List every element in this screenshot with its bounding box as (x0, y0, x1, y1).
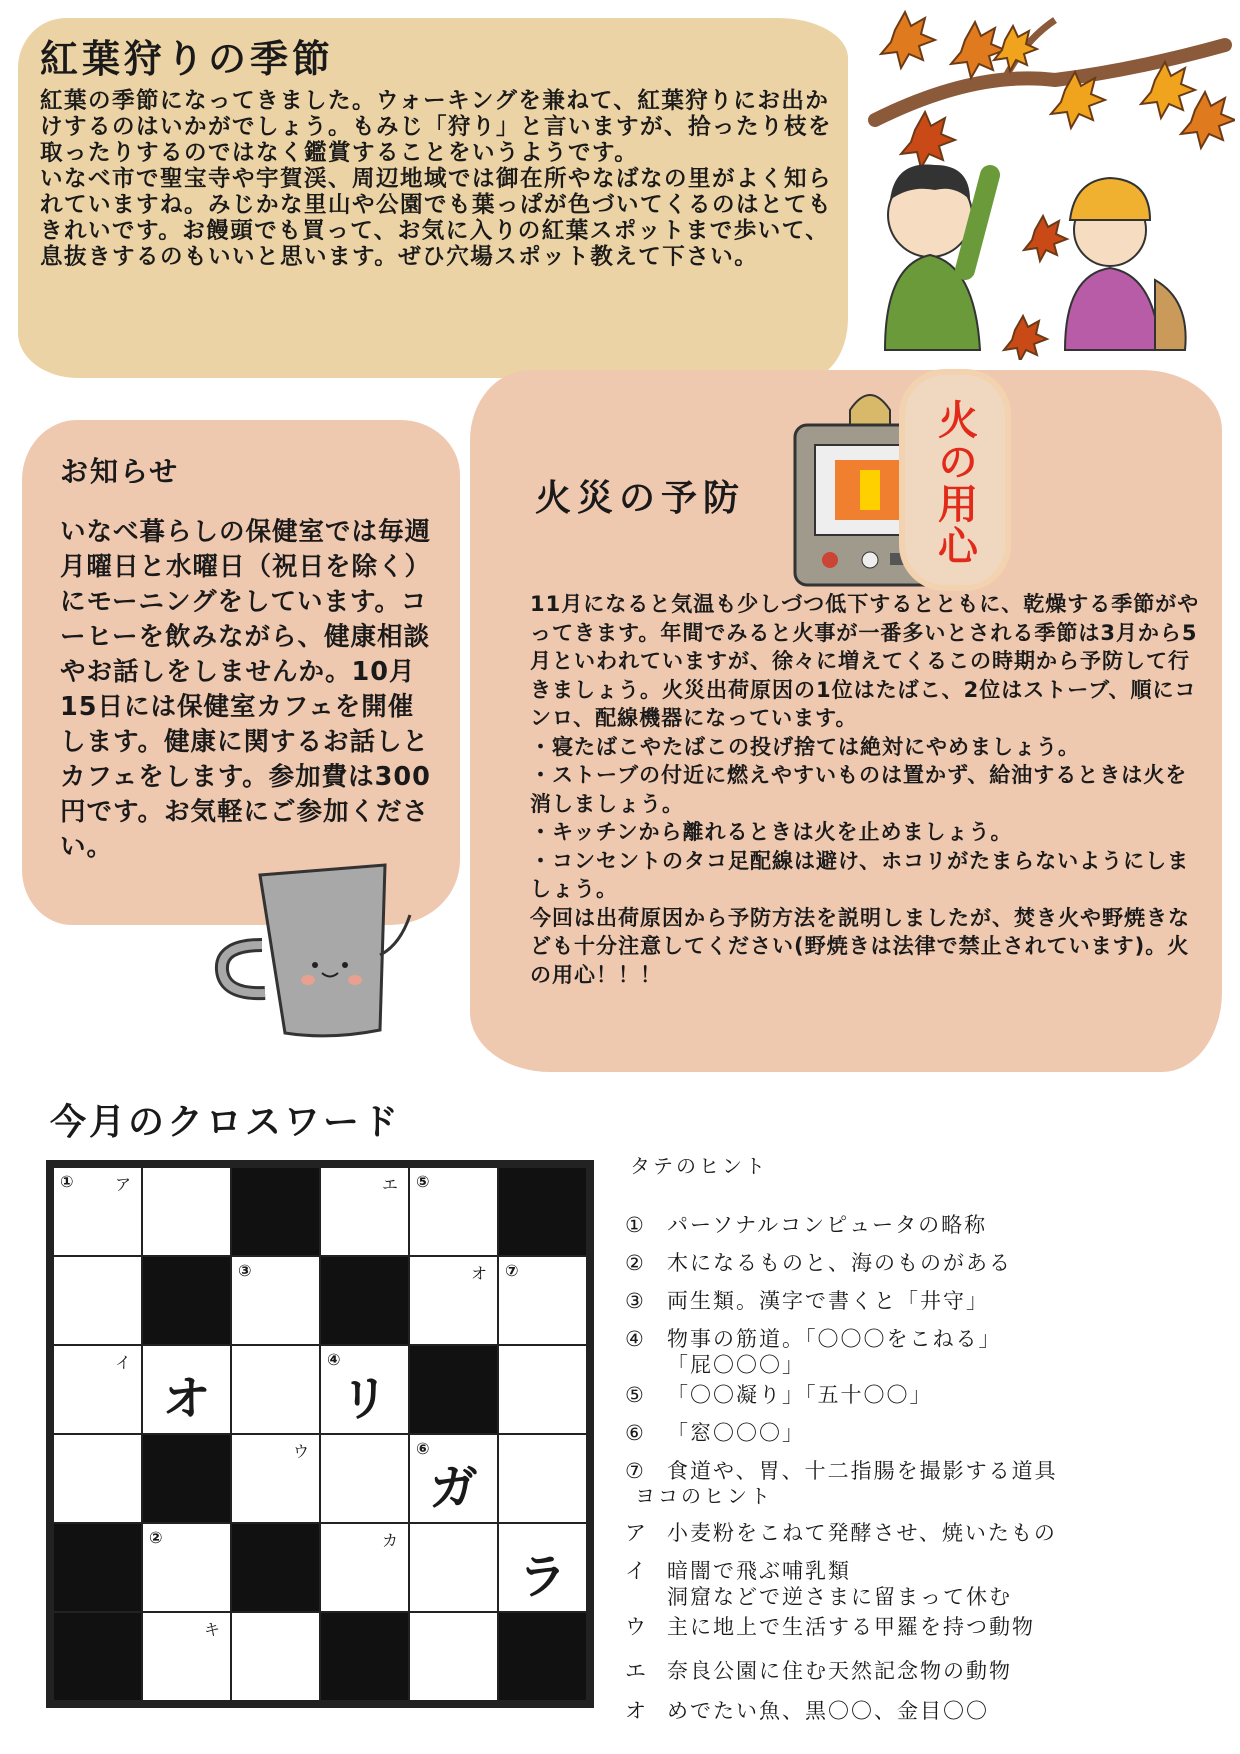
crossword-title: 今月のクロスワード (50, 1102, 402, 1143)
crossword-cell-black (232, 1524, 319, 1611)
crossword-cell-black (321, 1613, 408, 1700)
hint-key: オ (625, 1699, 648, 1723)
hint-text: 暗闇で飛ぶ哺乳類 洞窟などで逆さまに留まって休む (667, 1559, 1012, 1609)
crossword-cell[interactable] (321, 1168, 408, 1255)
horizontal-hints-title: ヨコのヒント (635, 1484, 773, 1508)
hint-text: 「〇〇凝り」「五十〇〇」 (667, 1383, 933, 1407)
crossword-cell-black (410, 1346, 497, 1433)
crossword-cell-black (143, 1257, 230, 1344)
autumn-body: 紅葉の季節になってきました。ウォーキングを兼ねて、紅葉狩りにお出かけするのはいかがでしょう。もみじ「狩り」と言いますが、拾ったり枝を取ったりするのではなく鑑賞することをいうようです。 いなべ市で聖宝寺や宇賀渓、周辺地域では御在所やなばなの里がよく知られていますね。みじかな里山や公園でも葉っぱが色づいてくるのはとてもきれいです。お饅頭でも買って、お気に入りの紅葉スポットまで歩いて、息抜きするのもいいと思います。ぜひ穴場スポット教えて下さい。 (40, 88, 833, 270)
crossword-cell-black (143, 1435, 230, 1522)
clue-number: ④ (327, 1350, 341, 1369)
filled-letter: ラ (518, 1549, 567, 1605)
autumn-leaves-illustration (855, 0, 1235, 360)
autumn-title: 紅葉狩りの季節 (40, 37, 335, 81)
notice-title: お知らせ (60, 455, 180, 488)
hint-key: ⑦ (625, 1459, 646, 1483)
crossword-cell[interactable] (321, 1524, 408, 1611)
crossword-cell-black (232, 1168, 319, 1255)
crossword-cell[interactable] (499, 1435, 586, 1522)
crossword-grid (54, 1168, 586, 1700)
crossword-cell[interactable] (410, 1524, 497, 1611)
crossword-cell[interactable] (143, 1524, 230, 1611)
hint-text: 主に地上で生活する甲羅を持つ動物 (667, 1615, 1035, 1639)
crossword-cell[interactable] (321, 1435, 408, 1522)
filled-letter: リ (340, 1371, 389, 1427)
crossword-cell[interactable] (232, 1257, 319, 1344)
hint-key: ④ (625, 1327, 646, 1351)
crossword-cell[interactable] (232, 1346, 319, 1433)
hint-key: ① (625, 1213, 646, 1237)
clue-number: ⑥ (416, 1439, 430, 1458)
crossword-cell[interactable] (143, 1168, 230, 1255)
clue-number: ② (149, 1528, 163, 1547)
notice-body: いなべ暮らしの保健室では毎週月曜日と水曜日（祝日を除く）にモーニングをしています。コーヒーを飲みながら、健康相談やお話しをしませんか。10月15日には保健室カフェを開催します。健康に関するお話しとカフェをします。参加費は300円です。お気軽にご参加ください。 (60, 517, 432, 862)
hint-key: エ (625, 1659, 648, 1683)
hint-key: ⑥ (625, 1421, 646, 1445)
crossword-cell[interactable] (143, 1613, 230, 1700)
hint-text: 「窓〇〇〇」 (667, 1421, 805, 1445)
crossword-cell-black (499, 1613, 586, 1700)
crossword-cell[interactable] (410, 1613, 497, 1700)
crossword-cell[interactable] (54, 1168, 141, 1255)
fire-body: 11月になると気温も少しづつ低下するとともに、乾燥する季節がやってきます。年間でみると火事が一番多いとされる季節は3月から5月といわれていますが、徐々に増えてくるこの時期から予防して行きましょう。火災出荷原因の1位はたばこ、2位はストーブ、順にコンロ、配線機器になっています。 ・寝たばこやたばこの投げ捨ては絶対にやめましょう。 ・ストーブの付近に燃えやすいものは置かず、給油するときは火を消しましょう。 ・キッチンから離れるときは火を止めましょう。 ・コンセントのタコ足配線は避け、ホコリがたまらないようにしましょう。 今回は出荷原因から予防方法を説明しましたが、焚き火や野焼きなども十分注意してください(野焼きは法律で禁止されています)。火の用心！！！ (530, 592, 1200, 987)
crossword-cell-black (54, 1613, 141, 1700)
crossword-cell-black (321, 1257, 408, 1344)
crossword-cell[interactable] (499, 1346, 586, 1433)
crossword-cell[interactable] (410, 1168, 497, 1255)
hint-text: 物事の筋道。「〇〇〇をこねる」 「屁〇〇〇」 (667, 1327, 1002, 1377)
filled-letter: オ (162, 1371, 211, 1427)
hint-text: 食道や、胃、十二指腸を撮影する道具 (667, 1459, 1058, 1483)
crossword-cell[interactable] (232, 1613, 319, 1700)
clue-kana: オ (470, 1264, 487, 1283)
clue-number: ③ (238, 1261, 252, 1280)
hint-key: ③ (625, 1289, 646, 1313)
clue-kana: キ (203, 1620, 220, 1639)
fire-title: 火災の予防 (535, 478, 746, 519)
crossword-cell[interactable] (54, 1435, 141, 1522)
hint-text: めでたい魚、黒〇〇、金目〇〇 (667, 1699, 989, 1723)
clue-kana: イ (114, 1353, 131, 1372)
crossword-cell[interactable] (321, 1346, 408, 1433)
hint-key: ⑤ (625, 1383, 646, 1407)
hint-text: 奈良公園に住む天然記念物の動物 (667, 1659, 1012, 1683)
vertical-hints-title: タテのヒント (630, 1154, 768, 1178)
crossword-cell-black (54, 1524, 141, 1611)
crossword-cell[interactable] (54, 1257, 141, 1344)
crossword-cell[interactable] (410, 1435, 497, 1522)
hint-text: 小麦粉をこねて発酵させ、焼いたもの (667, 1521, 1057, 1545)
filled-letter: ガ (429, 1460, 478, 1516)
crossword-cell[interactable] (54, 1346, 141, 1433)
hint-text: 木になるものと、海のものがある (667, 1251, 1012, 1275)
clue-kana: ア (114, 1175, 131, 1194)
crossword-cell-black (499, 1168, 586, 1255)
coffee-mug-illustration (210, 855, 430, 1045)
crossword-cell[interactable] (410, 1257, 497, 1344)
clue-kana: カ (381, 1531, 398, 1550)
crossword-cell[interactable] (143, 1346, 230, 1433)
hint-key: イ (625, 1559, 648, 1583)
crossword-cell[interactable] (232, 1435, 319, 1522)
clue-kana: エ (381, 1175, 398, 1194)
hint-key: ② (625, 1251, 646, 1275)
hint-key: ウ (625, 1615, 648, 1639)
clue-number: ① (60, 1172, 74, 1191)
fire-warning-badge (905, 375, 1005, 585)
clue-number: ⑦ (505, 1261, 519, 1280)
crossword-cell[interactable] (499, 1524, 586, 1611)
clue-kana: ウ (292, 1442, 309, 1461)
hint-text: 両生類。漢字で書くと「井守」 (667, 1289, 989, 1313)
fire-warning-text: 火の用心 (931, 399, 978, 567)
hint-text: パーソナルコンピュータの略称 (667, 1213, 988, 1237)
clue-number: ⑤ (416, 1172, 430, 1191)
crossword-cell[interactable] (499, 1257, 586, 1344)
crossword-grid-frame (46, 1160, 594, 1708)
hint-key: ア (625, 1521, 648, 1545)
